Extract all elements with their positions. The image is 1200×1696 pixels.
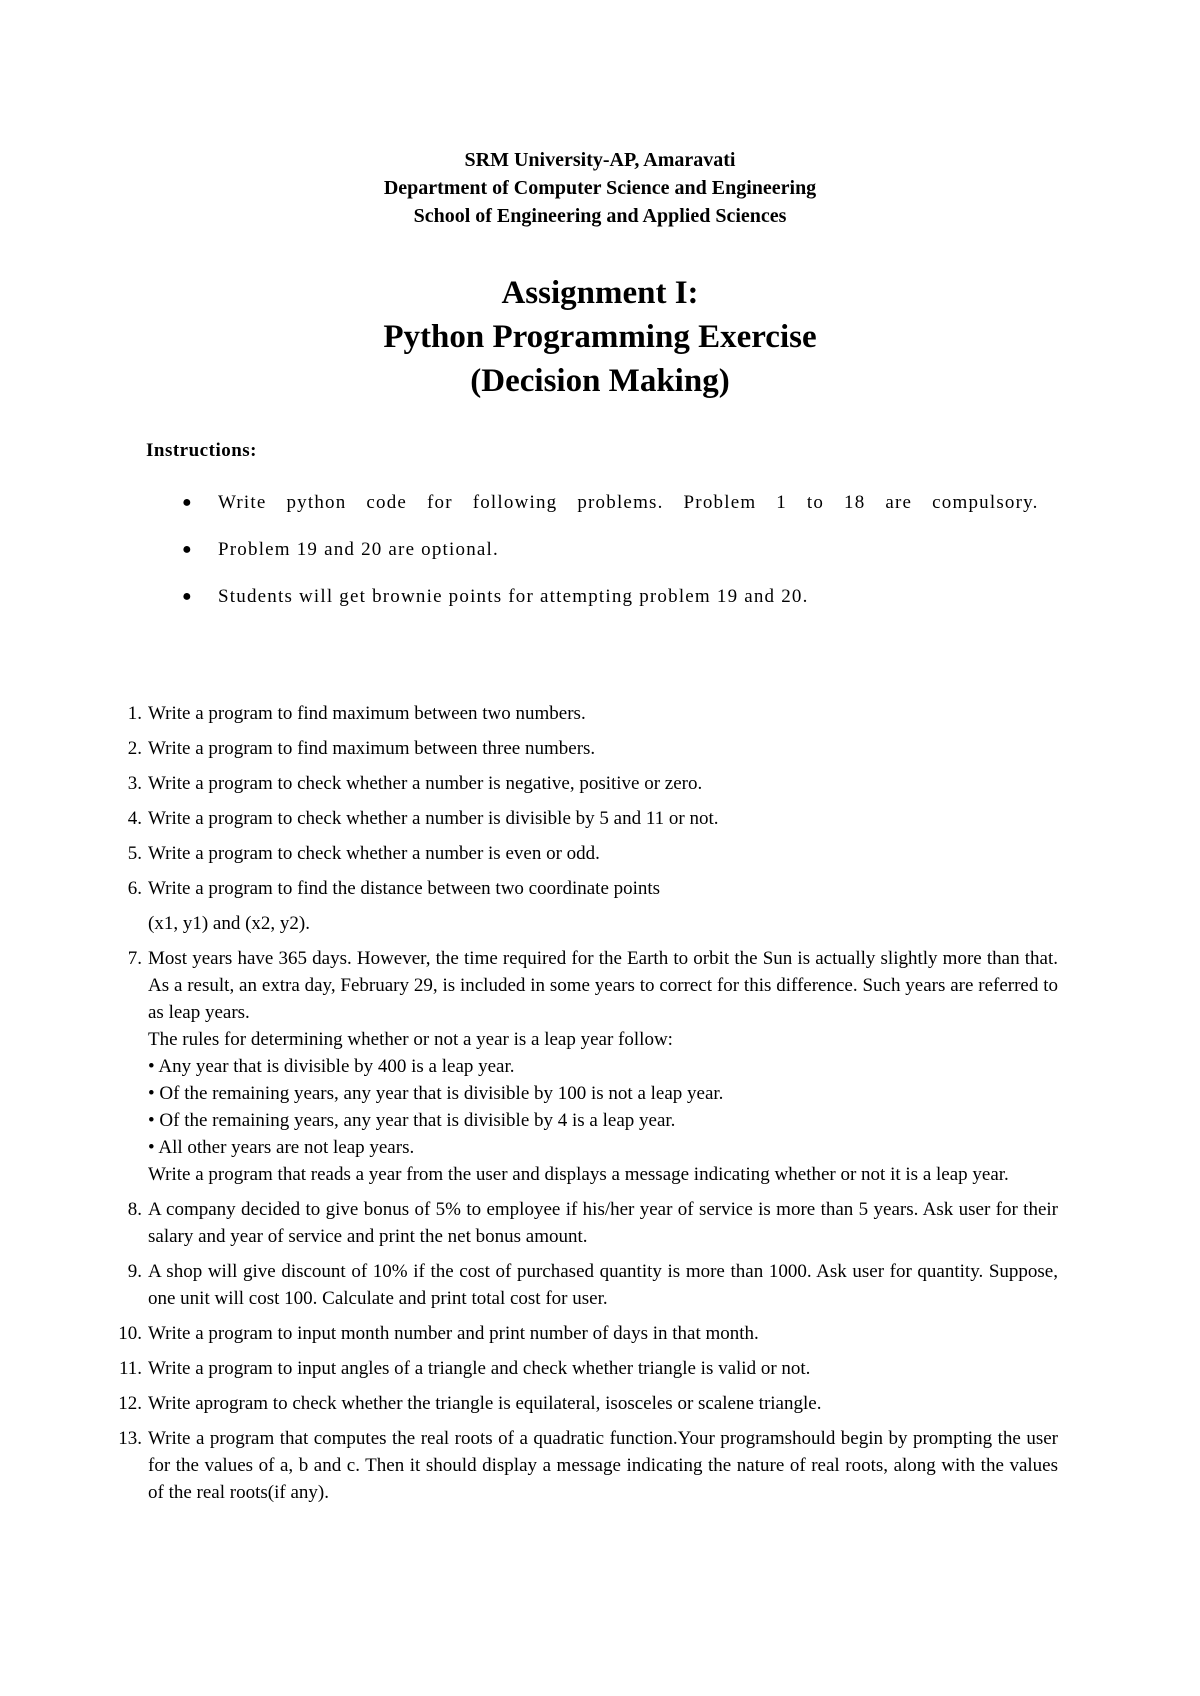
leap-rule: • Of the remaining years, any year that is divisible by 100 is not a leap year.	[148, 1083, 724, 1104]
bullet-icon: ●	[182, 494, 193, 511]
instruction-text: Write python code for following problems. Problem 1 to 18 are compulsory.	[218, 492, 1039, 513]
problem-text: Write a program to input month number and print number of days in that month.	[148, 1323, 759, 1344]
problem-closing: Write a program that reads a year from the user and displays a message indicating whether or not it is a leap year.	[148, 1164, 1009, 1185]
title-line-3: (Decision Making)	[470, 363, 730, 399]
problem-number: 3.	[127, 773, 142, 794]
leap-rules-intro: The rules for determining whether or not a year is a leap year follow:	[148, 1029, 673, 1050]
problem-text: Write a program that computes the real roots of a quadratic function.Your programshould begin by prompting the user for the values of a, b and c. Then it should display a message indicating the nature of real roots, along with the values of the real roots(if any).	[148, 1428, 1058, 1503]
problem-text: Write a program to find maximum between two numbers.	[148, 703, 586, 724]
problem-number: 10.	[118, 1323, 142, 1344]
problem-text: Write a program to find maximum between three numbers.	[148, 738, 596, 759]
problem-number: 7.	[127, 948, 142, 969]
instruction-item	[182, 535, 1058, 565]
problem-number: 13.	[118, 1428, 142, 1449]
problem-text-continued: (x1, y1) and (x2, y2).	[148, 913, 310, 934]
problem-number: 8.	[127, 1199, 142, 1220]
instructions-heading: Instructions:	[146, 440, 258, 461]
bullet-icon: ●	[182, 541, 193, 558]
instruction-text: Problem 19 and 20 are optional.	[218, 539, 499, 560]
problem-item	[108, 875, 1058, 937]
problem-item	[108, 840, 1058, 867]
bullet-icon: ●	[182, 588, 193, 605]
problem-number: 9.	[127, 1261, 142, 1282]
problem-text: Write a program to check whether a number is even or odd.	[148, 843, 600, 864]
problem-text: Write a program to input angles of a triangle and check whether triangle is valid or not.	[148, 1358, 811, 1379]
problem-item	[108, 1355, 1058, 1382]
problem-item	[108, 1196, 1058, 1250]
assignment-title	[0, 271, 1200, 403]
school-name: School of Engineering and Applied Sciences	[413, 205, 787, 227]
problem-text: A shop will give discount of 10% if the cost of purchased quantity is more than 1000. Ask user for quantity. Suppose, one unit will cost 100. Calculate and print total cost for user.	[148, 1261, 1058, 1309]
problem-item	[108, 735, 1058, 762]
problem-number: 2.	[127, 738, 142, 759]
title-line-2: Python Programming Exercise	[383, 319, 817, 355]
problem-text: Write a program to find the distance between two coordinate points	[148, 878, 661, 899]
problem-number: 4.	[127, 808, 142, 829]
problem-number: 12.	[118, 1393, 142, 1414]
problem-item	[108, 1320, 1058, 1347]
problem-number: 1.	[127, 703, 142, 724]
problem-item	[108, 700, 1058, 727]
instruction-item	[182, 488, 1058, 518]
instruction-text: Students will get brownie points for attempting problem 19 and 20.	[218, 586, 809, 607]
university-name: SRM University-AP, Amaravati	[464, 149, 736, 171]
problem-item	[108, 945, 1058, 1188]
problem-item	[108, 805, 1058, 832]
problem-number: 6.	[127, 878, 142, 899]
problem-item	[108, 1258, 1058, 1312]
institution-header	[0, 146, 1200, 230]
problem-text: Write a program to check whether a number is negative, positive or zero.	[148, 773, 703, 794]
instruction-item	[182, 582, 1058, 612]
problem-text: A company decided to give bonus of 5% to employee if his/her year of service is more than 5 years. Ask user for their salary and year of service and print the net bonus amount.	[148, 1199, 1058, 1247]
problem-item	[108, 1390, 1058, 1417]
problem-text: Write aprogram to check whether the triangle is equilateral, isosceles or scalene triangle.	[148, 1393, 822, 1414]
problem-text: Write a program to check whether a number is divisible by 5 and 11 or not.	[148, 808, 719, 829]
department-name: Department of Computer Science and Engineering	[383, 177, 817, 199]
problem-item	[108, 770, 1058, 797]
problem-list	[108, 700, 1058, 1514]
problem-item	[108, 1425, 1058, 1506]
problem-text: Most years have 365 days. However, the time required for the Earth to orbit the Sun is actually slightly more than that. As a result, an extra day, February 29, is included in some years to correct for this difference. Such years are referred to as leap years.	[148, 948, 1058, 1023]
title-line-1: Assignment I:	[501, 275, 699, 311]
problem-number: 5.	[127, 843, 142, 864]
instructions-list	[182, 488, 1058, 629]
leap-rule: • Of the remaining years, any year that is divisible by 4 is a leap year.	[148, 1110, 676, 1131]
problem-number: 11.	[118, 1358, 142, 1379]
leap-rule: • Any year that is divisible by 400 is a leap year.	[148, 1056, 515, 1077]
leap-rule: • All other years are not leap years.	[148, 1137, 415, 1158]
